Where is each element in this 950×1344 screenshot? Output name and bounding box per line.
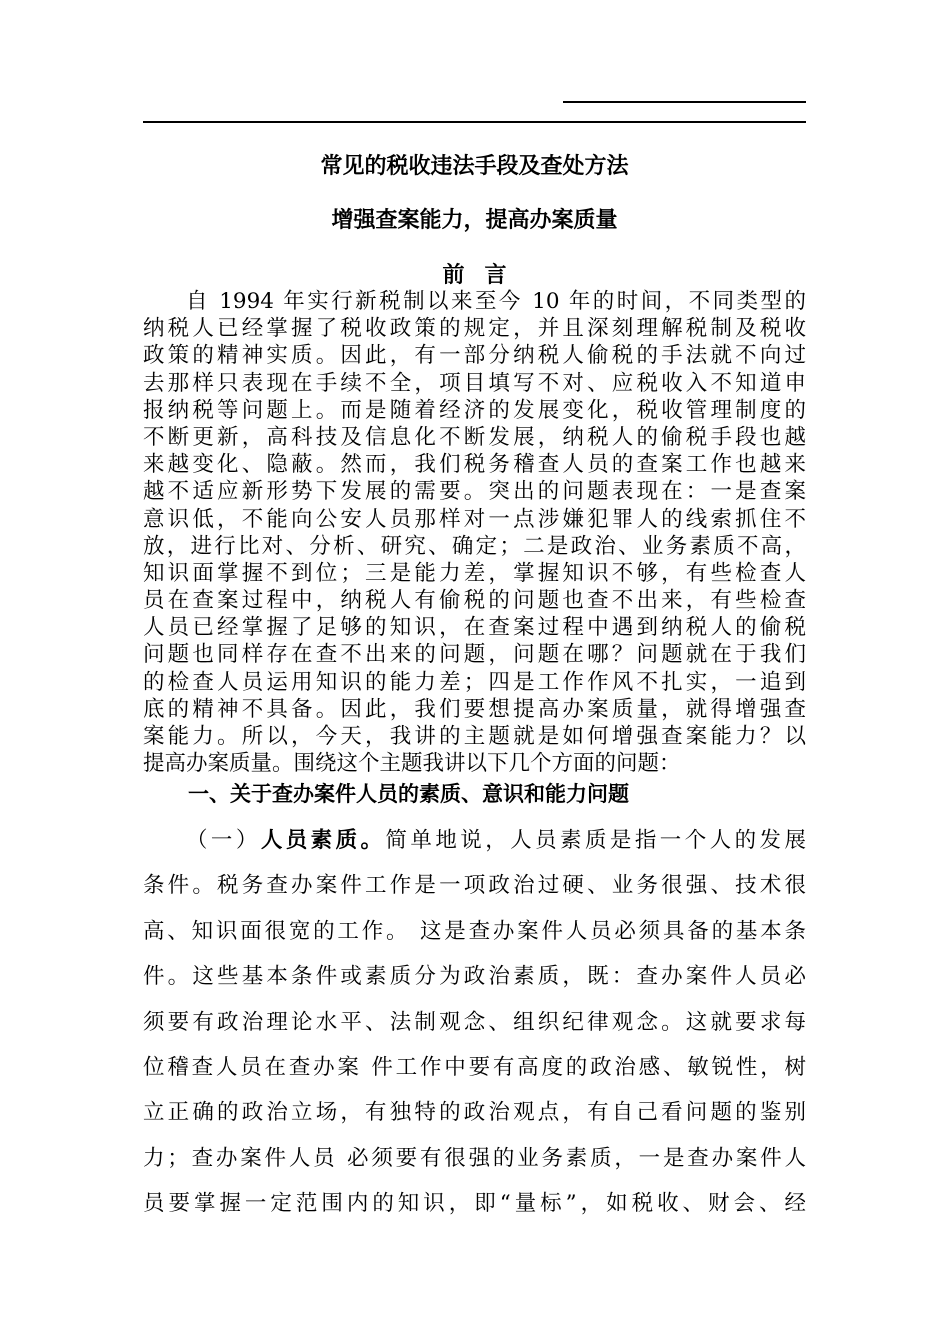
subsection-line: 力；查办案件人员 必须要有很强的业务素质，一是查办案件人 bbox=[143, 1145, 806, 1171]
subsection-line: 条件。税务查办案件工作是一项政治过硬、业务很强、技术很 bbox=[143, 873, 806, 899]
preface-line: 纳税人已经掌握了税收政策的规定，并且深刻理解税制及税收 bbox=[143, 316, 806, 342]
subsection-line: 高、知识面很宽的工作。 这是查办案件人员必须具备的基本条 bbox=[143, 918, 806, 944]
document-title: 常见的税收违法手段及查处方法 bbox=[320, 154, 629, 179]
subsection-paragraph bbox=[143, 818, 806, 1227]
subsection-line: 须要有政治理论水平、法制观念、组织纪律观念。这就要求每 bbox=[143, 1009, 806, 1035]
preface-line: 知识面掌握不到位；三是能力差，掌握知识不够，有些检查人 bbox=[143, 560, 806, 586]
preface-line: 员在查案过程中，纳税人有偷税的问题也查不出来，有些检查 bbox=[143, 588, 806, 614]
subsection-line: 位稽查人员在查办案 件工作中要有高度的政治感、敏锐性，树 bbox=[143, 1054, 806, 1080]
subsection-prefix: （一） bbox=[186, 828, 261, 853]
subsection-line: 立正确的政治立场，有独特的政治观点，有自己看问题的鉴别 bbox=[143, 1100, 806, 1126]
subsection-label: 人员素质。 bbox=[260, 828, 386, 853]
preface-line: 问题也同样存在查不出来的问题，问题在哪？问题就在于我们 bbox=[143, 642, 806, 668]
subsection-line: 件。这些基本条件或素质分为政治素质，既：查办案件人员必 bbox=[143, 964, 806, 990]
subsection-first-line bbox=[143, 818, 806, 863]
subsection-line: 员要掌握一定范围内的知识，即“量标”，如税收、财会、经 bbox=[143, 1191, 806, 1217]
subsection-first-line-text: 简单地说，人员素质是指一个人的发展 bbox=[385, 828, 806, 853]
preface-line: 不断更新，高科技及信息化不断发展，纳税人的偷税手段也越 bbox=[143, 424, 806, 450]
header-rule-long bbox=[143, 121, 806, 123]
document-subtitle: 增强查案能力，提高办案质量 bbox=[331, 208, 618, 233]
preface-line: 案能力。所以，今天，我讲的主题就是如何增强查案能力？以 bbox=[143, 724, 806, 749]
preface-line: 越不适应新形势下发展的需要。突出的问题表现在：一是查案 bbox=[143, 479, 806, 505]
preface-line: 来越变化、隐蔽。然而，我们税务稽查人员的查案工作也越来 bbox=[143, 452, 806, 478]
header-rule-short bbox=[563, 101, 806, 103]
preface-line: 去那样只表现在手续不全，项目填写不对、应税收入不知道申 bbox=[143, 370, 806, 396]
preface-paragraph bbox=[143, 288, 806, 777]
section-heading-1: 一、关于查办案件人员的素质、意识和能力问题 bbox=[188, 782, 629, 806]
preface-line: 意识低，不能向公安人员那样对一点涉嫌犯罪人的线索抓住不 bbox=[143, 506, 806, 532]
preface-line: 底的精神不具备。因此，我们要想提高办案质量，就得增强查 bbox=[143, 696, 806, 722]
preface-line: 提高办案质量。围绕这个主题我讲以下几个方面的问题： bbox=[143, 751, 681, 777]
preface-line: 人员已经掌握了足够的知识，在查案过程中遇到纳税人的偷税 bbox=[143, 615, 806, 641]
preface-line: 政策的精神实质。因此，有一部分纳税人偷税的手法就不向过 bbox=[143, 343, 806, 369]
preface-line: 报纳税等问题上。而是随着经济的发展变化，税收管理制度的 bbox=[143, 397, 806, 423]
preface-line: 自 1994 年实行新税制以来至今 10 年的时间，不同类型的 bbox=[186, 289, 806, 314]
preface-line: 的检查人员运用知识的能力差；四是工作作风不扎实，一追到 bbox=[143, 669, 806, 695]
preface-line: 放，进行比对、分析、研究、确定；二是政治、业务素质不高， bbox=[143, 533, 806, 559]
preface-heading: 前言 bbox=[442, 263, 527, 288]
